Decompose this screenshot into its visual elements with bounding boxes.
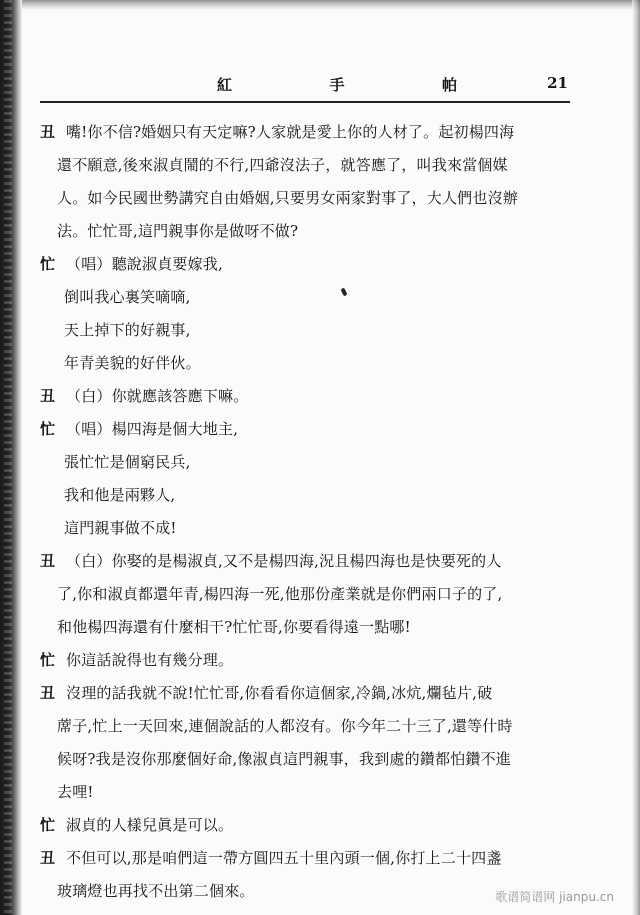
dialogue-line: 嘴!你不信?婚姻只有天定嘛?人家就是愛上你的人材了。起初楊四海	[66, 123, 515, 141]
script-body	[40, 116, 580, 908]
dialogue-block	[40, 116, 580, 248]
title-char: 紅	[217, 76, 233, 94]
dialogue-line: 法。忙忙哥,這門親事你是做呀不做?	[57, 222, 299, 240]
dialogue-line: 了,你和淑貞都還年青,楊四海一死,他那份產業就是你們兩口子的了,	[57, 585, 503, 603]
page-number: 21	[547, 74, 568, 92]
dialogue-block	[40, 248, 580, 380]
verse-line: 這門親事做不成!	[64, 519, 177, 537]
header-rule	[40, 101, 570, 103]
running-title	[217, 74, 457, 95]
speaker-label: 丑	[40, 387, 56, 405]
dialogue-line: 還不願意,後來淑貞鬧的不行,四爺沒法子，就答應了，叫我來當個媒	[57, 156, 508, 174]
speaker-label: 丑	[40, 849, 56, 867]
dialogue-line: 不但可以,那是咱們這一帶方圓四五十里內頭一個,你打上二十四盞	[66, 849, 502, 867]
speaker-label: 忙	[40, 255, 56, 273]
dialogue-line: 人。如今民國世勢講究自由婚姻,只要男女兩家對事了，大人們也沒辦	[57, 189, 518, 207]
verse-line: 倒叫我心裏笑嘀嘀,	[64, 288, 191, 306]
site-watermark: 歌谱简谱网 jianpu.cn	[495, 890, 614, 904]
title-char: 手	[329, 76, 345, 94]
dialogue-block	[40, 809, 580, 842]
speaker-label: 丑	[40, 552, 56, 570]
dialogue-line: 淑貞的人樣兒眞是可以。	[66, 816, 234, 834]
dialogue-block	[40, 677, 580, 809]
page-header	[42, 74, 568, 98]
dialogue-line: （唱）聽說淑貞要嫁我,	[66, 255, 223, 273]
dialogue-block	[40, 380, 580, 413]
verse-line: 天上掉下的好親事,	[64, 321, 191, 339]
book-binding-shadow	[0, 0, 22, 915]
dialogue-block	[40, 545, 580, 644]
verse-line: 年青美貌的好伴伙。	[64, 354, 201, 372]
dialogue-line: 沒理的話我就不說!忙忙哥,你看看你這個家,冷鍋,冰炕,爛毡片,破	[66, 684, 493, 702]
page-top-edge-shadow	[0, 0, 640, 10]
dialogue-block	[40, 644, 580, 677]
dialogue-line: （白）你就應該答應下嘛。	[66, 387, 249, 405]
dialogue-line: 去哩!	[57, 783, 94, 801]
dialogue-line: 玻璃燈也再找不出第二個來。	[57, 882, 255, 900]
speaker-label: 忙	[40, 816, 56, 834]
dialogue-line: （唱）楊四海是個大地主,	[66, 420, 239, 438]
dialogue-line: 候呀?我是沒你那麼個好命,像淑貞這門親事，我到處的鑽都怕鑽不進	[57, 750, 512, 768]
dialogue-line: 和他楊四海還有什麼相干?忙忙哥,你要看得遠一點哪!	[57, 618, 411, 636]
speaker-label: 丑	[40, 123, 56, 141]
page-right-edge-shadow	[632, 0, 640, 915]
speaker-label: 忙	[40, 651, 56, 669]
dialogue-line: （白）你娶的是楊淑貞,又不是楊四海,況且楊四海也是快要死的人	[66, 552, 502, 570]
verse-line: 張忙忙是個窮民兵,	[64, 453, 191, 471]
title-char: 帕	[441, 76, 457, 94]
speaker-label: 忙	[40, 420, 56, 438]
dialogue-line: 蓆子,忙上一天回來,連個說話的人都沒有。你今年二十三了,還等什時	[57, 717, 513, 735]
dialogue-line: 你這話說得也有幾分理。	[66, 651, 234, 669]
speaker-label: 丑	[40, 684, 56, 702]
dialogue-block	[40, 413, 580, 545]
verse-line: 我和他是兩夥人,	[64, 486, 176, 504]
